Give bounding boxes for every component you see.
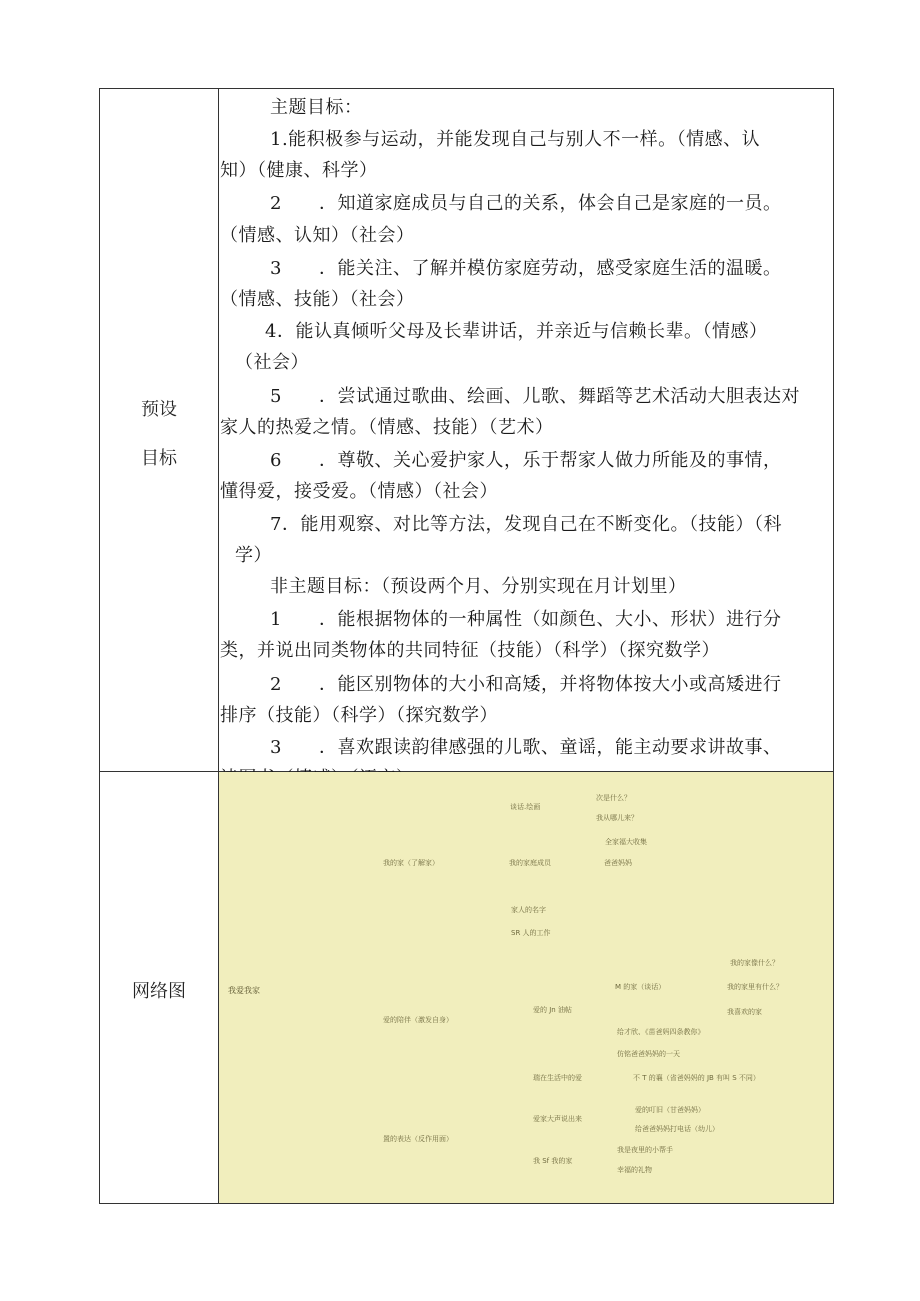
goal-line: 2 ．能区别物体的大小和高矮，并将物体按大小或高矮进行 bbox=[270, 674, 782, 695]
goal-line: 非主题目标：（预设两个月、分别实现在月计划里） bbox=[270, 576, 687, 597]
diagram-node: 幸福的礼物 bbox=[617, 1166, 652, 1174]
plan-table bbox=[99, 88, 834, 1204]
diagram-node: 我的家里有什么？ bbox=[727, 983, 783, 991]
goals-cell bbox=[219, 89, 833, 771]
diagram-node: 我的家（了解家） bbox=[383, 859, 439, 867]
diagram-node: 我喜欢的家 bbox=[727, 1008, 762, 1016]
diagram-node: 次是什么？ bbox=[596, 794, 631, 802]
goal-line: 7．能用观察、对比等方法，发现自己在不断变化。（技能）（科 bbox=[270, 514, 782, 535]
goal-line: 3 ．能关注、了解并模仿家庭劳动，感受家庭生活的温暖。 bbox=[270, 258, 782, 279]
diagram-root-node: 我爱我家 bbox=[228, 986, 260, 995]
goal-line: 1.能积极参与运动，并能发现自己与别人不一样。（情感、认 bbox=[270, 129, 761, 150]
goal-line: 4．能认真倾听父母及长辈讲话，并亲近与信赖长辈。（情感） bbox=[265, 321, 768, 342]
diagram-node: 给才欣、《苗爸妈四条教你》 bbox=[617, 1028, 705, 1036]
goal-line: 家人的热爱之情。（情感、技能）（艺术） bbox=[220, 417, 554, 438]
diagram-node: 爱的叮旧（甘爸妈妈） bbox=[635, 1106, 705, 1114]
goal-line: 主题目标： bbox=[270, 97, 363, 118]
diagram-node: 瑞在生活中的爱 bbox=[533, 1074, 582, 1082]
diagram-node: 仿铭爸爸妈妈的一天 bbox=[617, 1050, 680, 1058]
goal-line: 6 ．尊敬、关心爱护家人，乐于帮家人做力所能及的事情， bbox=[270, 450, 782, 471]
diagram-node: M 的家（谈话） bbox=[615, 983, 666, 991]
diagram-node: 置的表达（反作用面） bbox=[383, 1135, 453, 1143]
goal-line: 懂得爱，接受爱。（情感）（社会） bbox=[220, 481, 498, 502]
goal-line: 5 ．尝试通过歌曲、绘画、儿歌、舞蹈等艺术活动大胆表达对 bbox=[270, 386, 800, 407]
goal-line: 知）（健康、科学） bbox=[220, 160, 378, 181]
goal-line: （情感、认知）（社会） bbox=[220, 225, 415, 246]
goal-line: 排序（技能）（科学）（探究数学） bbox=[220, 705, 498, 726]
diagram-node: SR 人的工作 bbox=[511, 929, 551, 937]
diagram-node: 爱的陪伴（激发自身） bbox=[383, 1016, 453, 1024]
diagram-node: 不 T 的襄（省爸妈妈的 JB 有叫 S 不同） bbox=[633, 1074, 760, 1082]
diagram-node: 我是夜里的小帮手 bbox=[617, 1146, 673, 1154]
diagram-node: 我的家像什么？ bbox=[730, 959, 779, 967]
diagram-node: 我从哪儿来？ bbox=[596, 814, 638, 822]
diagram-node: 爱家大声说出来 bbox=[533, 1115, 582, 1123]
row-label-goals-1: 预设 bbox=[141, 399, 177, 420]
diagram-node: 谈话.绘画 bbox=[510, 803, 541, 811]
goal-line: （社会） bbox=[235, 352, 309, 373]
goal-line: 学） bbox=[235, 545, 272, 566]
diagram-node: 家人的名字 bbox=[511, 906, 546, 914]
diagram-node: 爱的 Jn 油帖 bbox=[533, 1006, 572, 1014]
diagram-node: 全家福大收集 bbox=[605, 838, 647, 846]
network-diagram bbox=[219, 772, 833, 1203]
row-label-network: 网络图 bbox=[132, 981, 186, 1002]
goal-line: 1 ．能根据物体的一种属性（如颜色、大小、形状）进行分 bbox=[270, 609, 782, 630]
diagram-node: 我的家庭成员 bbox=[509, 859, 551, 867]
row-label-goals-2: 目标 bbox=[141, 448, 177, 469]
goal-line: 3 ．喜欢跟读韵律感强的儿歌、童谣，能主动要求讲故事、 bbox=[270, 737, 782, 758]
goal-line: 类，并说出同类物体的共同特征（技能）（科学）（探究数学） bbox=[220, 640, 720, 661]
goal-line: （情感、技能）（社会） bbox=[220, 289, 415, 310]
diagram-node: 爸爸妈妈 bbox=[604, 859, 632, 867]
diagram-node: 给爸爸妈妈打电话（幼儿） bbox=[635, 1125, 719, 1133]
goal-line: 2 ．知道家庭成员与自己的关系，体会自己是家庭的一员。 bbox=[270, 193, 782, 214]
diagram-node: 我 Sf 我的家 bbox=[533, 1157, 573, 1165]
